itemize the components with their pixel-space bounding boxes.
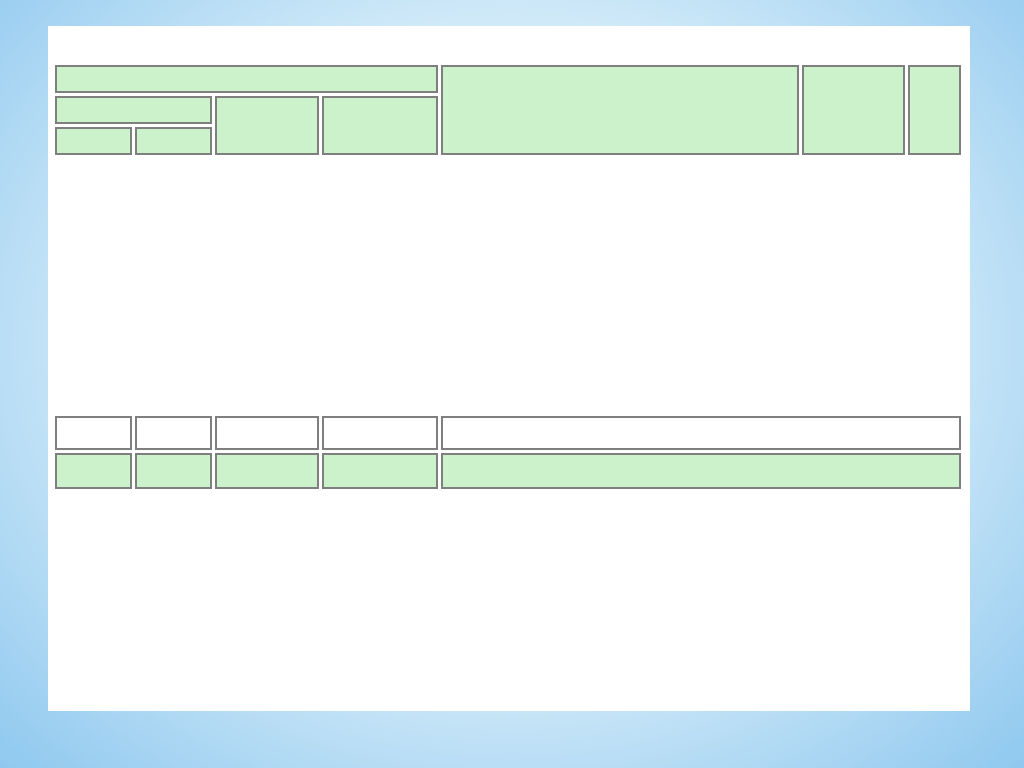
slide-sheet	[48, 26, 970, 711]
total-share-value	[55, 453, 132, 489]
other-label	[441, 416, 961, 450]
header-value	[215, 96, 319, 155]
other-weight	[322, 416, 438, 450]
total-weight	[322, 453, 438, 489]
total-share-weight	[135, 453, 212, 489]
other-value	[215, 416, 319, 450]
imports-table-bottom	[52, 413, 964, 492]
other-share-value	[55, 416, 132, 450]
table-title	[48, 32, 970, 64]
header-tariff	[802, 65, 904, 155]
header-year	[55, 65, 438, 93]
header-share-weight	[135, 127, 212, 155]
header-description	[441, 65, 799, 155]
header-row-no	[908, 65, 961, 155]
header-share-value	[55, 127, 132, 155]
header-share	[55, 96, 212, 124]
header-weight	[322, 96, 438, 155]
total-label	[441, 453, 961, 489]
other-share-weight	[135, 416, 212, 450]
total-value	[215, 453, 319, 489]
imports-table-top	[52, 62, 964, 158]
